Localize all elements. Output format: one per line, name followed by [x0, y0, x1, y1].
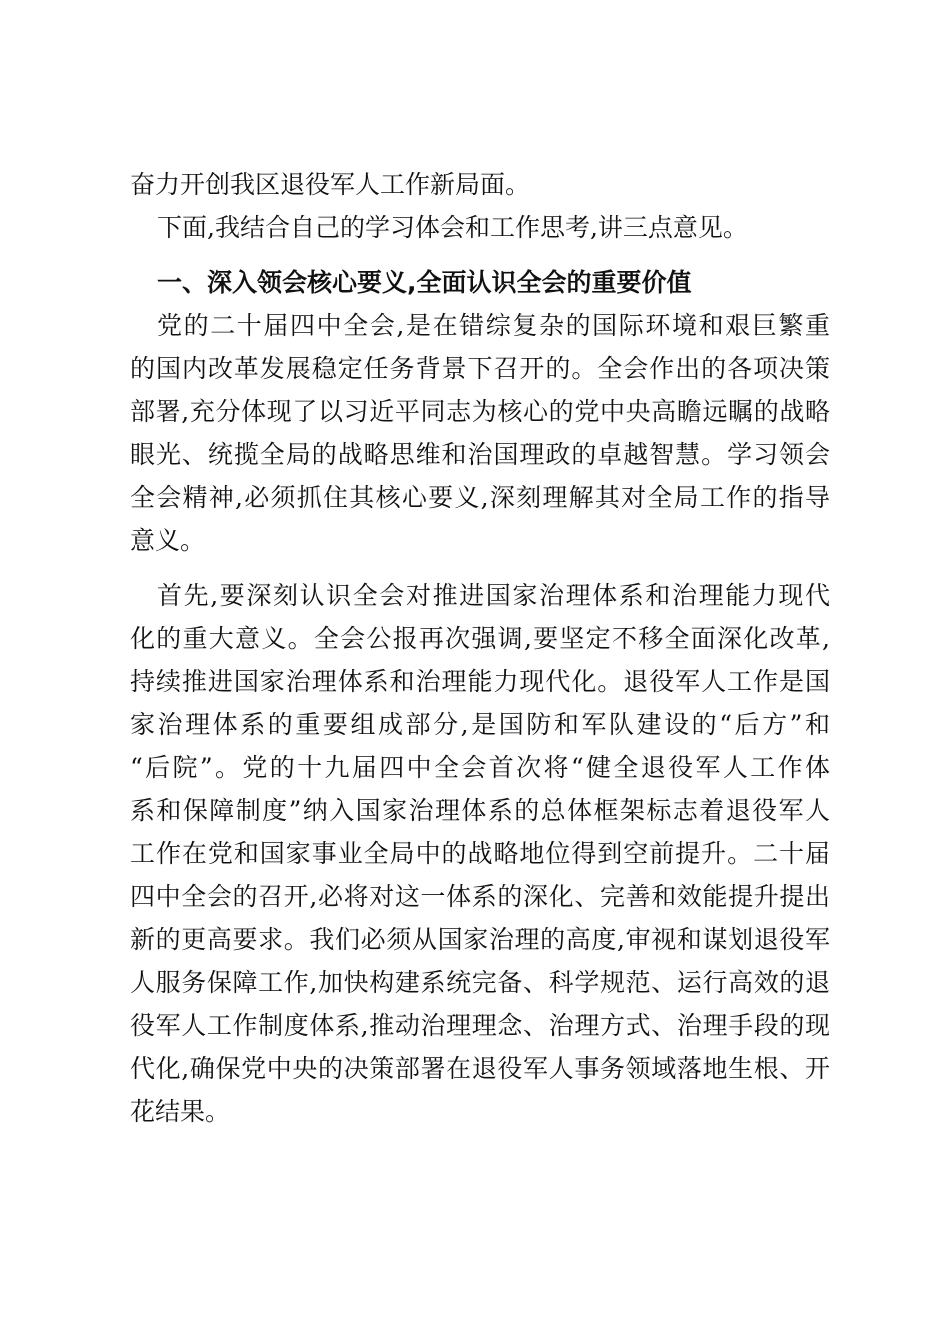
paragraph2-line: 花结果。: [130, 1097, 231, 1126]
paragraph2-line: 家治理体系的重要组成部分,是国防和军队建设的“后方”和: [130, 710, 830, 739]
paragraph2-line: 首先,要深刻认识全会对推进国家治理体系和治理能力现代: [157, 581, 830, 610]
paragraph2-line: 持续推进国家治理体系和治理能力现代化。退役军人工作是国: [130, 667, 830, 696]
paragraph2-line: 化的重大意义。全会公报再次强调,要坚定不移全面深化改革,: [130, 624, 830, 653]
paragraph1-line: 全会精神,必须抓住其核心要义,深刻理解其对全局工作的指导: [130, 483, 830, 512]
paragraph2-line: 代化,确保党中央的决策部署在退役军人事务领域落地生根、开: [130, 1054, 830, 1083]
paragraph2-line: 新的更高要求。我们必须从国家治理的高度,审视和谋划退役军: [130, 925, 830, 954]
paragraph2-line: “后院”。党的十九届四中全会首次将“健全退役军人工作体: [130, 753, 830, 782]
paragraph2-line: 系和保障制度”纳入国家治理体系的总体框架标志着退役军人: [130, 796, 830, 825]
paragraph2-line: 四中全会的召开,必将对这一体系的深化、完善和效能提升提出: [130, 882, 830, 911]
paragraph1-line: 部署,充分体现了以习近平同志为核心的党中央高瞻远瞩的战略: [130, 397, 830, 426]
paragraph2-line: 工作在党和国家事业全局中的战略地位得到空前提升。二十届: [130, 839, 830, 868]
paragraph2-line: 役军人工作制度体系,推动治理理念、治理方式、治理手段的现: [130, 1011, 830, 1040]
paragraph2-line: 人服务保障工作,加快构建系统完备、科学规范、运行高效的退: [130, 968, 830, 997]
paragraph-intro-line: 奋力开创我区退役军人工作新局面。: [130, 170, 531, 199]
paragraph1-line: 眼光、统揽全局的战略思维和治国理政的卓越智慧。学习领会: [130, 440, 830, 469]
paragraph1-line: 意义。: [130, 526, 206, 555]
section-heading: 一、深入领会核心要义,全面认识全会的重要价值: [157, 268, 692, 297]
paragraph-transition-line: 下面,我结合自己的学习体会和工作思考,讲三点意见。: [157, 213, 748, 242]
paragraph1-line: 党的二十届四中全会,是在错综复杂的国际环境和艰巨繁重: [157, 311, 830, 340]
paragraph1-line: 的国内改革发展稳定任务背景下召开的。全会作出的各项决策: [130, 354, 830, 383]
